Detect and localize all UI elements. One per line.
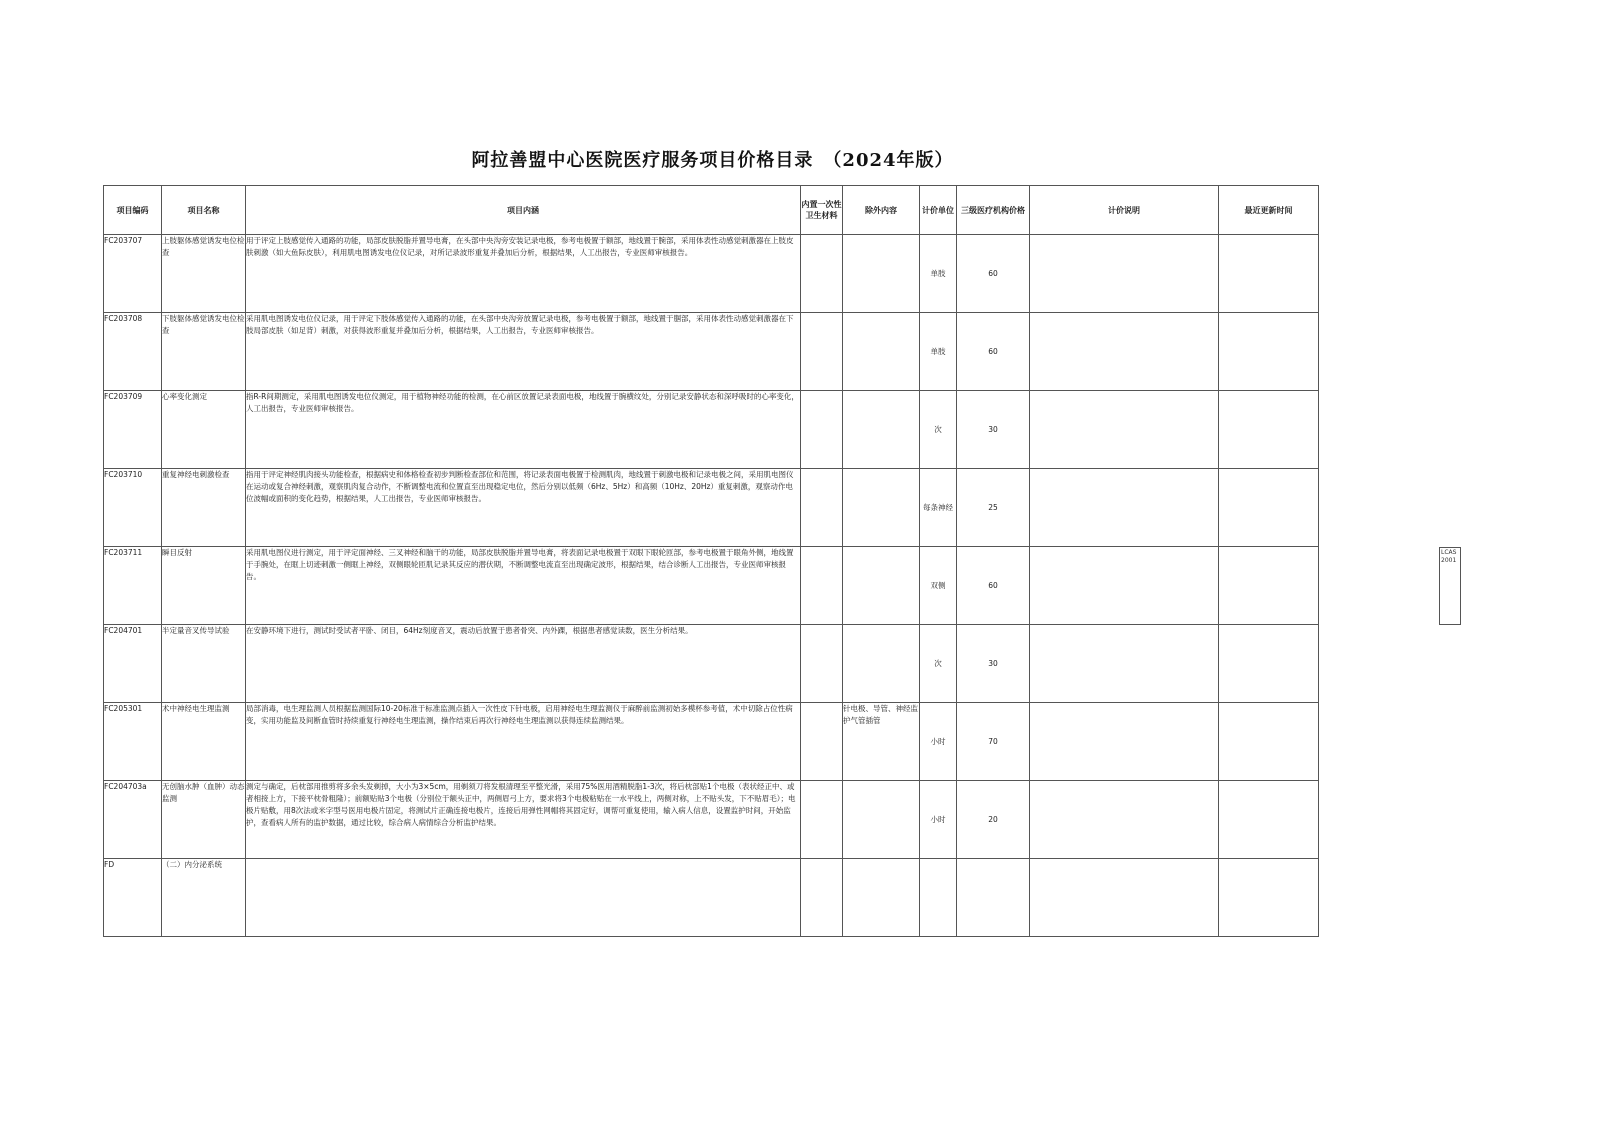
cell-disposable bbox=[801, 859, 843, 937]
cell-name: （二）内分泌系统 bbox=[162, 859, 246, 937]
cell-exclusions bbox=[843, 859, 920, 937]
cell-content: 采用肌电图诱发电位仪记录，用于评定下肢体感觉传入通路的功能，在头部中央沟旁放置记录电极，参考电极置于额部，地线置于腘部，采用体表性动感觉刺激器在下肢局部皮肤（如足背）刺激，对获得波形重复并叠加后分析，根据结果，人工出报告，专业医师审核报告。 bbox=[246, 313, 801, 391]
cell-exclusions bbox=[843, 547, 920, 625]
cell-updated bbox=[1219, 469, 1319, 547]
cell-exclusions bbox=[843, 781, 920, 859]
cell-price: 30 bbox=[957, 625, 1030, 703]
table-row bbox=[104, 469, 1319, 547]
cell-unit: 小时 bbox=[920, 703, 957, 781]
cell-note bbox=[1030, 391, 1219, 469]
cell-name: 瞬目反射 bbox=[162, 547, 246, 625]
cell-content: 在安静环境下进行，测试时受试者平卧、闭目，64Hz刻度音叉，震动后放置于患者骨突、内外踝，根据患者感觉读数，医生分析结果。 bbox=[246, 625, 801, 703]
cell-note bbox=[1030, 235, 1219, 313]
cell-disposable bbox=[801, 235, 843, 313]
cell-content: 用于评定上肢感觉传入通路的功能，局部皮肤脱脂并置导电膏，在头部中央沟旁安装记录电极，参考电极置于额部，地线置于腕部，采用体表性动感觉刺激器在上肢皮肤刺激（如大鱼际皮肤），利用肌电图诱发电位仪记录，对所记录波形重复并叠加后分析，根据结果，人工出报告，专业医师审核报告。 bbox=[246, 235, 801, 313]
cell-price: 20 bbox=[957, 781, 1030, 859]
cell-code: FC205301 bbox=[104, 703, 162, 781]
table-row bbox=[104, 781, 1319, 859]
table-row bbox=[104, 703, 1319, 781]
cell-price: 70 bbox=[957, 703, 1030, 781]
cell-exclusions bbox=[843, 391, 920, 469]
cell-note bbox=[1030, 859, 1219, 937]
cell-updated bbox=[1219, 625, 1319, 703]
cell-content: 指用于评定神经肌肉接头功能检查，根据病史和体格检查初步判断检查部位和范围，将记录表面电极置于检测肌肉，地线置于刺激电极和记录电极之间，采用肌电图仪在运动或复合神经刺激，观察肌肉复合动作，不断调整电流和位置直至出现稳定电位，然后分别以低频（6Hz、5Hz）和高频（10Hz、20Hz）重复刺激，观察动作电位波幅或面积的变化趋势，根据结果，人工出报告，专业医师审核报告。 bbox=[246, 469, 801, 547]
cell-code: FC204701 bbox=[104, 625, 162, 703]
cell-content: 测定与确定，后枕部用推剪将多余头发剃掉，大小为3×5cm，用剃须刀将发根清理至平整光滑，采用75%医用酒精脱脂1-3次，将后枕部贴1个电极（表状经正中、或者相接上方，下接平枕骨粗隆）；前额贴贴3个电极（分别位于额头正中，两侧眉弓上方，要求将3个电极粘贴在一水平线上，两侧对称，上不贴头发，下不贴眉毛）；电极片贴敷，用8次法或米字型号医用电极片固定，将测试片正确连接电极片，连接后用弹性网帽将其固定好，调帮可重复使用，输入病人信息，设置监护时间，开始监护，查看病人所有的监护数据，通过比较，综合病人病情综合分析监护结果。 bbox=[246, 781, 801, 859]
table-row bbox=[104, 625, 1319, 703]
cell-code: FC204703a bbox=[104, 781, 162, 859]
cell-code: FD bbox=[104, 859, 162, 937]
cell-note bbox=[1030, 781, 1219, 859]
table-header-row bbox=[104, 186, 1319, 235]
cell-disposable bbox=[801, 313, 843, 391]
table-row bbox=[104, 859, 1319, 937]
cell-price: 25 bbox=[957, 469, 1030, 547]
cell-name: 下肢躯体感觉诱发电位检查 bbox=[162, 313, 246, 391]
cell-disposable bbox=[801, 781, 843, 859]
header-content: 项目内涵 bbox=[246, 186, 801, 235]
cell-updated bbox=[1219, 235, 1319, 313]
cell-note bbox=[1030, 469, 1219, 547]
cell-updated bbox=[1219, 547, 1319, 625]
cell-disposable bbox=[801, 391, 843, 469]
cell-name: 术中神经电生理监测 bbox=[162, 703, 246, 781]
price-table bbox=[103, 185, 1319, 937]
cell-exclusions bbox=[843, 625, 920, 703]
table-row bbox=[104, 391, 1319, 469]
cell-note bbox=[1030, 625, 1219, 703]
cell-unit: 每条神经 bbox=[920, 469, 957, 547]
cell-disposable bbox=[801, 469, 843, 547]
cell-unit: 单肢 bbox=[920, 235, 957, 313]
cell-note bbox=[1030, 313, 1219, 391]
cell-name: 无创脑水肿（血肿）动态监测 bbox=[162, 781, 246, 859]
cell-unit: 次 bbox=[920, 391, 957, 469]
cell-price: 60 bbox=[957, 313, 1030, 391]
cell-note bbox=[1030, 547, 1219, 625]
cell-code: FC203707 bbox=[104, 235, 162, 313]
header-note: 计价说明 bbox=[1030, 186, 1219, 235]
header-price: 三级医疗机构价格 bbox=[957, 186, 1030, 235]
cell-code: FC203708 bbox=[104, 313, 162, 391]
cell-exclusions bbox=[843, 313, 920, 391]
cell-updated bbox=[1219, 703, 1319, 781]
cell-unit: 双侧 bbox=[920, 547, 957, 625]
header-disposable: 内置一次性卫生材料 bbox=[801, 186, 843, 235]
cell-price: 60 bbox=[957, 547, 1030, 625]
cell-name: 半定量音叉传导试验 bbox=[162, 625, 246, 703]
cell-unit: 单肢 bbox=[920, 313, 957, 391]
cell-updated bbox=[1219, 391, 1319, 469]
cell-price: 60 bbox=[957, 235, 1030, 313]
cell-unit: 次 bbox=[920, 625, 957, 703]
cell-content: 局部消毒，电生理监测人员根据监测国际10-20标准于标准监测点插入一次性皮下针电极，启用神经电生理监测仪于麻醉前监测初始多模杯参考值，术中切除占位性病变，实用功能监及间断血管时持续重复行神经电生理监测，操作结束后再次行神经电生理监测以获得连续监测结果。 bbox=[246, 703, 801, 781]
cell-code: FC203709 bbox=[104, 391, 162, 469]
cell-name: 重复神经电刺激检查 bbox=[162, 469, 246, 547]
cell-exclusions: 针电极、导管、神经监护气管插管 bbox=[843, 703, 920, 781]
cell-updated bbox=[1219, 313, 1319, 391]
table-row bbox=[104, 235, 1319, 313]
cell-unit: 小时 bbox=[920, 781, 957, 859]
table-row bbox=[104, 547, 1319, 625]
cell-updated bbox=[1219, 781, 1319, 859]
cell-content: 指R-R间期测定，采用肌电图诱发电位仪测定，用于植物神经功能的检测，在心前区放置记录表面电极，地线置于腕横纹处，分别记录安静状态和深呼吸时的心率变化，人工出报告，专业医师审核报告。 bbox=[246, 391, 801, 469]
side-margin-tag: LCAS2001 bbox=[1439, 547, 1461, 625]
cell-exclusions bbox=[843, 235, 920, 313]
cell-code: FC203711 bbox=[104, 547, 162, 625]
cell-price: 30 bbox=[957, 391, 1030, 469]
header-name: 项目名称 bbox=[162, 186, 246, 235]
cell-exclusions bbox=[843, 469, 920, 547]
cell-disposable bbox=[801, 625, 843, 703]
cell-name: 上肢躯体感觉诱发电位检查 bbox=[162, 235, 246, 313]
cell-note bbox=[1030, 703, 1219, 781]
cell-code: FC203710 bbox=[104, 469, 162, 547]
header-code: 项目编码 bbox=[104, 186, 162, 235]
cell-price bbox=[957, 859, 1030, 937]
cell-content: 采用肌电图仪进行测定，用于评定面神经、三叉神经和脑干的功能，局部皮肤脱脂并置导电膏，将表面记录电极置于双眼下眼轮匝部，参考电极置于眼角外侧，地线置于手腕处，在眶上切迹刺激一侧眶上神经，双侧眼轮匝肌记录其反应的潜伏期，不断调整电流直至出现确定波形，根据结果，结合诊断人工出报告，专业医师审核报告。 bbox=[246, 547, 801, 625]
header-updated: 最近更新时间 bbox=[1219, 186, 1319, 235]
header-unit: 计价单位 bbox=[920, 186, 957, 235]
cell-disposable bbox=[801, 547, 843, 625]
cell-content bbox=[246, 859, 801, 937]
cell-name: 心率变化测定 bbox=[162, 391, 246, 469]
table-row bbox=[104, 313, 1319, 391]
cell-updated bbox=[1219, 859, 1319, 937]
document-title: 阿拉善盟中心医院医疗服务项目价格目录 （2024年版） bbox=[471, 150, 954, 171]
header-exclusions: 除外内容 bbox=[843, 186, 920, 235]
cell-disposable bbox=[801, 703, 843, 781]
cell-unit bbox=[920, 859, 957, 937]
